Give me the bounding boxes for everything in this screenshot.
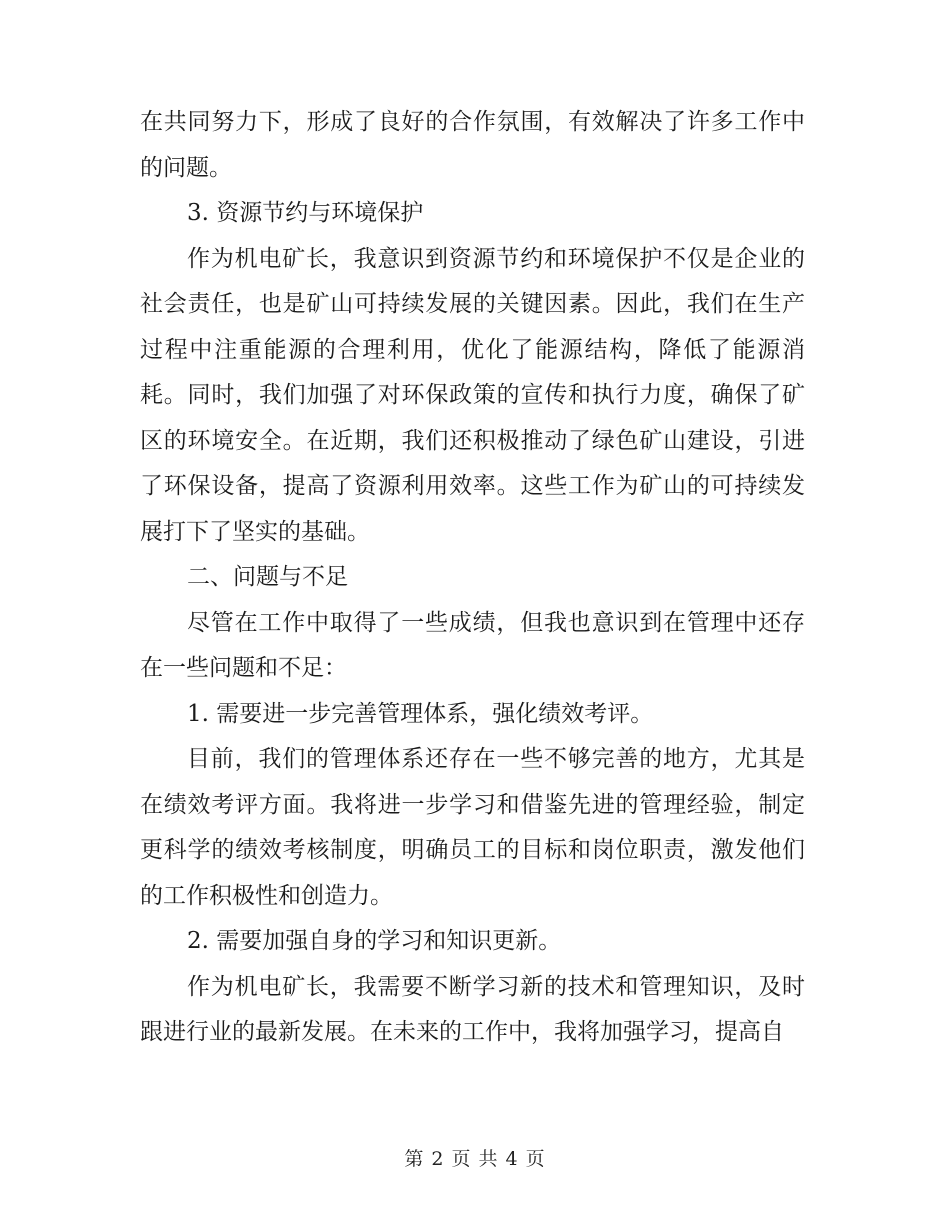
paragraph-4: 目前，我们的管理体系还存在一些不够完善的地方，尤其是在绩效考评方面。我将进一步学习和借鉴先进的管理经验，制定更科学的绩效考核制度，明确员工的目标和岗位职责，激发他们的工作积极性和创造力。 [140, 746, 805, 909]
paragraph-2: 作为机电矿长，我意识到资源节约和环境保护不仅是企业的社会责任，也是矿山可持续发展的关键因素。因此，我们在生产过程中注重能源的合理利用，优化了能源结构，降低了能源消耗。同时，我们加强了对环保政策的宣传和执行力度，确保了矿区的环境安全。在近期，我们还积极推动了绿色矿山建设，引进了环保设备，提高了资源利用效率。这些工作为矿山的可持续发展打下了坚实的基础。 [140, 245, 805, 545]
paragraph-5: 作为机电矿长，我需要不断学习新的技术和管理知识，及时跟进行业的最新发展。在未来的工作中，我将加强学习，提高自 [140, 973, 805, 1045]
section-heading-problems: 二、问题与不足 [187, 564, 348, 590]
list-item-2: 2. 需要加强自身的学习和知识更新。 [187, 928, 562, 954]
section-heading-resource-conservation: 3. 资源节约与环境保护 [187, 200, 424, 226]
page-number: 第 2 页 共 4 页 [404, 1148, 546, 1170]
document-body [140, 100, 805, 1056]
paragraph-3: 尽管在工作中取得了一些成绩，但我也意识到在管理中还存在一些问题和不足： [140, 609, 805, 681]
list-item-1: 1. 需要进一步完善管理体系，强化绩效考评。 [187, 700, 654, 727]
paragraph-1: 在共同努力下，形成了良好的合作氛围，有效解决了许多工作中的问题。 [140, 109, 805, 181]
